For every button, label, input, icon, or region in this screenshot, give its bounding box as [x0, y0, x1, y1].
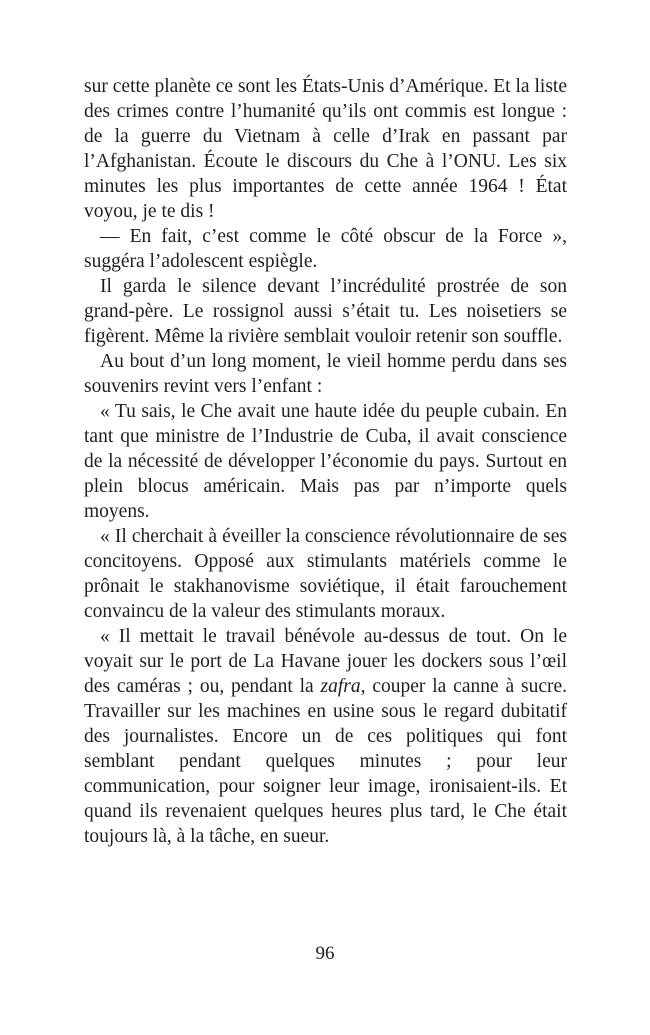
paragraph-4: Au bout d’un long moment, le vieil homme perdu dans ses souvenirs revint vers l’enfant :	[84, 351, 567, 397]
paragraph-5: « Tu sais, le Che avait une haute idée du peuple cubain. En tant que ministre de l’Industrie de Cuba, il avait conscience de la nécessité de développer l’économie du pays. Surtout en plein blocus américain. Mais pas par n’importe quels moyens.	[84, 401, 567, 522]
page-body	[84, 74, 567, 849]
paragraph-7-part-1: « Il mettait le travail bénévole au-dessus de tout. On le voyait sur le port de La Havane jouer les dockers sous l’œil des caméras ; ou, pendant la	[84, 626, 567, 697]
italic-word-zafra: zafra,	[320, 676, 366, 697]
paragraph-3: Il garda le silence devant l’incrédulité prostrée de son grand-père. Le rossignol aussi s’était tu. Les noisetiers se figèrent. Même la rivière semblait vouloir retenir son souffle.	[84, 276, 567, 347]
paragraph-7-part-2: couper la canne à sucre. Travailler sur les machines en usine sous le regard dubitatif des journalistes. Encore un de ces politiques qui font semblant pendant quelques minutes ; pour leur communication, pour soigner leur image, ironisaient-ils. Et quand ils revenaient quelques heures plus tard, le Che était toujours là, à la tâche, en sueur.	[84, 676, 567, 847]
paragraph-2: — En fait, c’est comme le côté obscur de la Force », suggéra l’adolescent espiègle.	[84, 226, 567, 272]
paragraph-6: « Il cherchait à éveiller la conscience révolutionnaire de ses concitoyens. Opposé aux stimulants matériels comme le prônait le stakhanovisme soviétique, il était farouchement convaincu de la valeur des stimulants moraux.	[84, 526, 567, 622]
paragraph-7	[84, 624, 567, 849]
page-number: 96	[315, 943, 335, 964]
paragraph-1: sur cette planète ce sont les États-Unis d’Amérique. Et la liste des crimes contre l’humanité qu’ils ont commis est longue : de la guerre du Vietnam à celle d’Irak en passant par l’Afghanistan. Écoute le discours du Che à l’ONU. Les six minutes les plus importantes de cette année 1964 ! État voyou, je te dis !	[84, 76, 567, 222]
